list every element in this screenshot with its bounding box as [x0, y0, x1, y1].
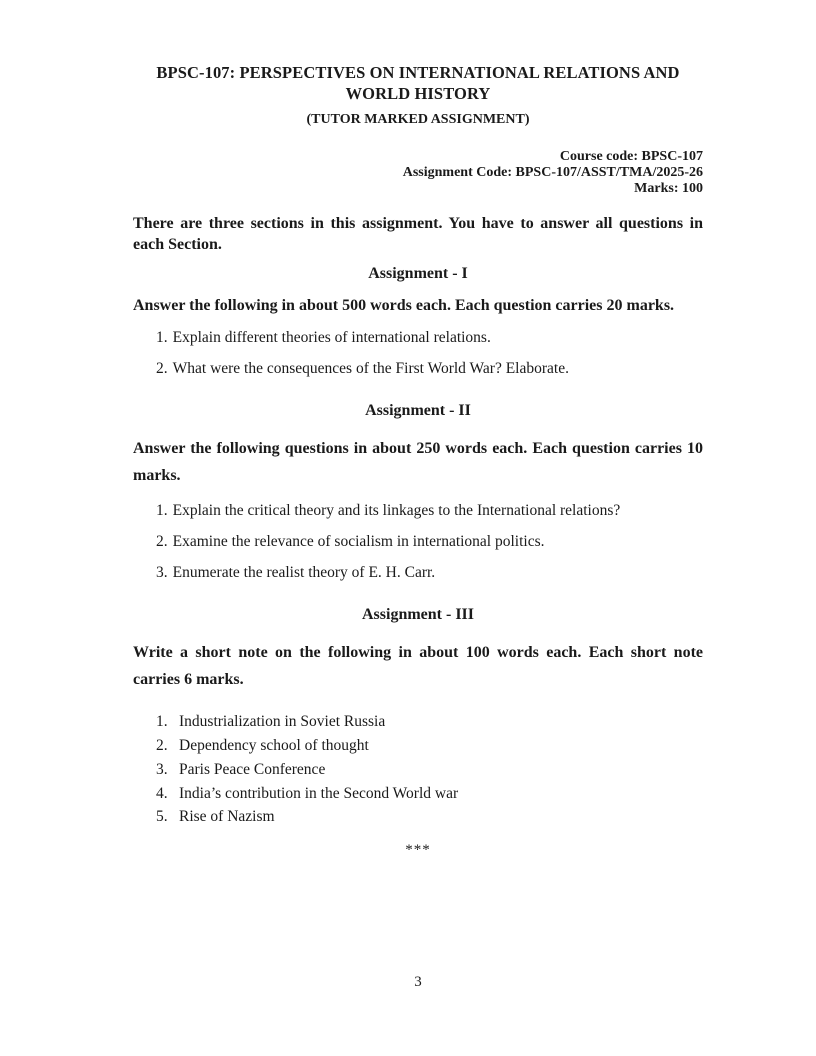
question-text: Explain different theories of international relations. [172, 329, 491, 347]
short-note-text: Rise of Nazism [179, 808, 275, 826]
question-text: Enumerate the realist theory of E. H. Carr. [172, 564, 436, 582]
page-number: 3 [414, 974, 422, 990]
marks-total: Marks: 100 [634, 181, 703, 197]
question-number: 3. [156, 564, 168, 582]
question-number: 2. [156, 360, 168, 378]
short-note-text: India’s contribution in the Second World war [179, 784, 459, 802]
short-note-item [156, 805, 703, 829]
question-text: What were the consequences of the First World War? Elaborate. [172, 360, 569, 378]
document-title: BPSC-107: PERSPECTIVES ON INTERNATIONAL RELATIONS AND WORLD HISTORY [156, 63, 680, 103]
short-note-text: Paris Peace Conference [179, 760, 326, 778]
short-note-item [156, 734, 703, 758]
question-list-assignment-1 [133, 328, 703, 378]
short-note-number: 2. [156, 737, 168, 755]
question-list-assignment-2 [133, 501, 703, 582]
short-note-number: 1. [156, 713, 168, 731]
question-number: 1. [156, 502, 168, 520]
end-of-document-separator: *** [405, 842, 431, 859]
question-number: 2. [156, 533, 168, 551]
assignment-code: Assignment Code: BPSC-107/ASST/TMA/2025-26 [402, 165, 703, 181]
short-note-number: 3. [156, 760, 168, 778]
section-heading-assignment-1: Assignment - I [368, 265, 468, 283]
question-text: Explain the critical theory and its linkages to the International relations? [172, 502, 621, 520]
intro-paragraph: There are three sections in this assignment. You have to answer all questions in each Section. [133, 215, 703, 253]
short-note-item [156, 710, 703, 734]
short-note-text: Industrialization in Soviet Russia [179, 713, 386, 731]
short-note-text: Dependency school of thought [179, 737, 369, 755]
question-item [156, 328, 703, 347]
section-heading-assignment-3: Assignment - III [361, 606, 474, 624]
question-item [156, 501, 703, 520]
short-note-item [156, 782, 703, 806]
section-instruction-assignment-2: Answer the following questions in about 250 words each. Each question carries 10 marks. [133, 440, 703, 485]
document-subtitle: (TUTOR MARKED ASSIGNMENT) [306, 112, 530, 128]
question-text: Examine the relevance of socialism in international politics. [172, 533, 545, 551]
question-item [156, 532, 703, 551]
short-note-item [156, 758, 703, 782]
assignment-meta [133, 149, 703, 197]
question-number: 1. [156, 329, 168, 347]
short-note-list-assignment-3 [133, 710, 703, 829]
section-instruction-assignment-1: Answer the following in about 500 words each. Each question carries 20 marks. [133, 297, 675, 315]
question-item [156, 359, 703, 378]
short-note-number: 5. [156, 808, 168, 826]
question-item [156, 563, 703, 582]
section-instruction-assignment-3: Write a short note on the following in about 100 words each. Each short note carries 6 marks. [133, 644, 703, 689]
short-note-number: 4. [156, 784, 168, 802]
course-code: Course code: BPSC-107 [559, 149, 703, 165]
section-heading-assignment-2: Assignment - II [365, 402, 471, 420]
